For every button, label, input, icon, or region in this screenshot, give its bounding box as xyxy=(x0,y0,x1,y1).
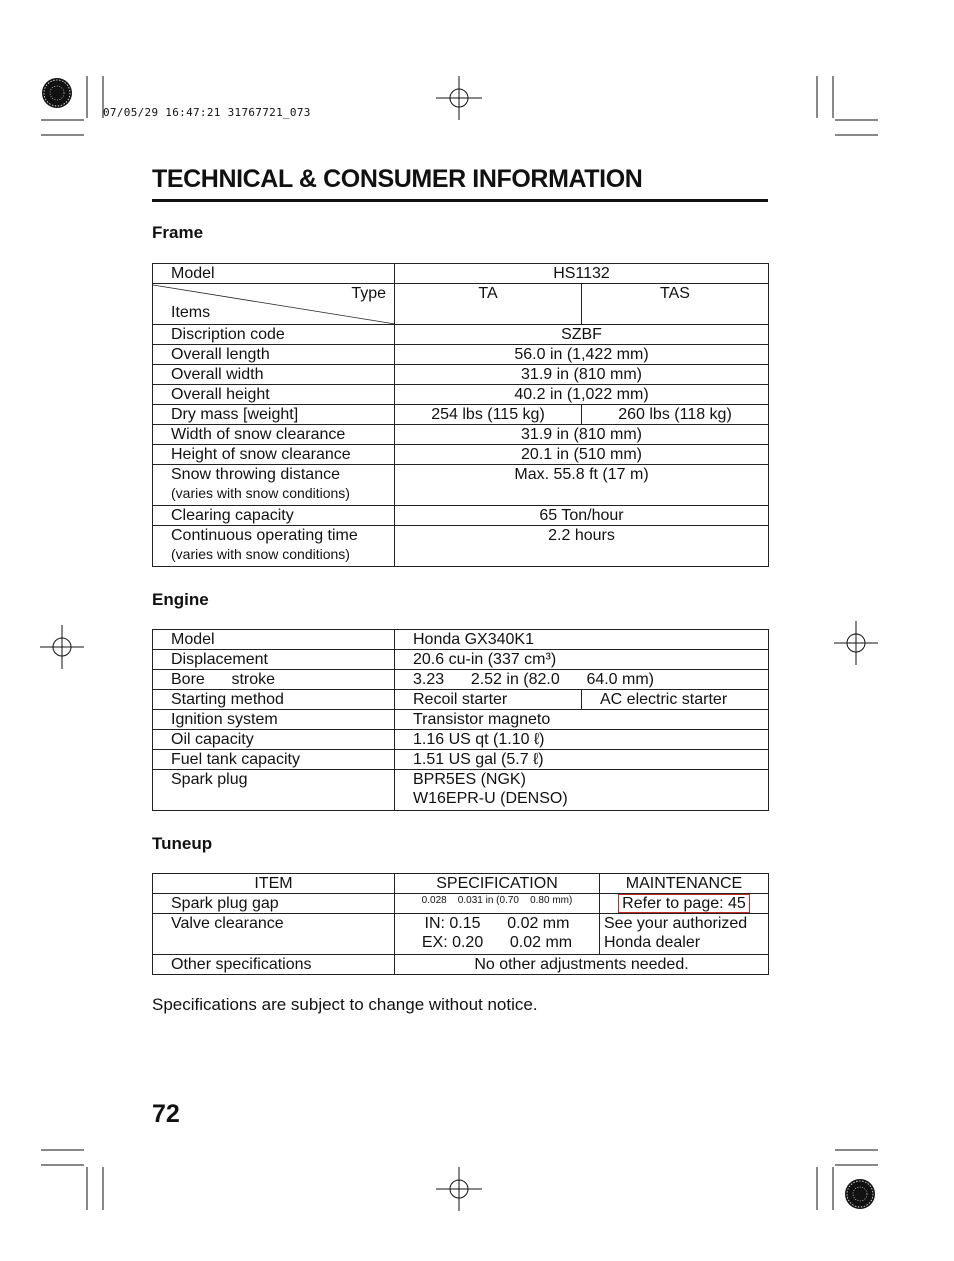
row-label: Ignition system xyxy=(153,710,395,730)
row-label: Valve clearance xyxy=(153,914,395,955)
plug-denso: W16EPR-U (DENSO) xyxy=(413,790,568,807)
row-label: Displacement xyxy=(153,650,395,670)
row-value: 56.0 in (1,422 mm) xyxy=(395,345,769,365)
row-label: Clearing capacity xyxy=(153,506,395,526)
start-ta: Recoil starter xyxy=(395,690,582,710)
table-row xyxy=(153,690,769,710)
engine-table xyxy=(152,629,769,811)
refer-page-link[interactable]: Refer to page: 45 xyxy=(618,894,750,913)
table-row xyxy=(153,425,769,445)
items-label: Items xyxy=(171,304,211,321)
row-value: 31.9 in (810 mm) xyxy=(395,425,769,445)
title-rule xyxy=(152,199,768,202)
table-row xyxy=(153,770,769,811)
tuneup-heading: Tuneup xyxy=(152,834,213,853)
frame-model-label: Model xyxy=(153,264,395,284)
row-label: Discription code xyxy=(153,325,395,345)
table-row xyxy=(153,630,769,650)
row-label: Overall width xyxy=(153,365,395,385)
row-note: (varies with snow conditions) xyxy=(171,546,350,562)
frame-heading: Frame xyxy=(152,223,204,242)
valve-maint-line1: See your authorized xyxy=(604,915,748,932)
start-tas: AC electric starter xyxy=(582,690,769,710)
engine-heading: Engine xyxy=(152,590,209,609)
throw-cell xyxy=(153,465,395,506)
table-row xyxy=(153,405,769,425)
dry-mass-tas: 260 lbs (118 kg) xyxy=(582,405,769,425)
type-items-cell xyxy=(153,284,395,325)
type-tas: TAS xyxy=(582,284,769,325)
frame-model-value: HS1132 xyxy=(395,264,769,284)
change-notice: Specifications are subject to change without notice. xyxy=(152,995,538,1014)
row-label: Snow throwing distance xyxy=(171,466,340,483)
table-row xyxy=(153,506,769,526)
row-label: Model xyxy=(153,630,395,650)
gap-maint-cell xyxy=(600,894,769,914)
row-value: 2.2 hours xyxy=(395,526,769,567)
col-header-item: ITEM xyxy=(153,874,395,894)
row-label: Spark plug gap xyxy=(153,894,395,914)
row-value: 1.16 US qt (1.10 ℓ) xyxy=(395,730,769,750)
type-label: Type xyxy=(351,285,386,302)
table-row xyxy=(153,874,769,894)
table-row xyxy=(153,670,769,690)
row-value: 1.51 US gal (5.7 ℓ) xyxy=(395,750,769,770)
table-row xyxy=(153,325,769,345)
table-row xyxy=(153,894,769,914)
valve-spec-cell xyxy=(395,914,600,955)
valve-maint-line2: Honda dealer xyxy=(604,934,701,951)
row-value: 20.1 in (510 mm) xyxy=(395,445,769,465)
col-header-maint: MAINTENANCE xyxy=(600,874,769,894)
row-value: 3.23 2.52 in (82.0 64.0 mm) xyxy=(395,670,769,690)
table-row xyxy=(153,650,769,670)
row-label: Other specifications xyxy=(153,955,395,975)
row-value: No other adjustments needed. xyxy=(395,955,769,975)
valve-maint-cell xyxy=(600,914,769,955)
page-title: TECHNICAL & CONSUMER INFORMATION xyxy=(152,165,643,193)
table-row xyxy=(153,750,769,770)
dry-mass-ta: 254 lbs (115 kg) xyxy=(395,405,582,425)
row-note: (varies with snow conditions) xyxy=(171,485,350,501)
row-value: Max. 55.8 ft (17 m) xyxy=(395,465,769,506)
table-row xyxy=(153,730,769,750)
row-value: SZBF xyxy=(395,325,769,345)
print-stamp: 07/05/29 16:47:21 31767721_073 xyxy=(103,106,311,119)
row-value: Honda GX340K1 xyxy=(395,630,769,650)
tuneup-table xyxy=(152,873,769,975)
row-label: Bore stroke xyxy=(153,670,395,690)
plug-ngk: BPR5ES (NGK) xyxy=(413,771,526,788)
frame-table xyxy=(152,263,769,567)
row-value: 40.2 in (1,022 mm) xyxy=(395,385,769,405)
row-value: Transistor magneto xyxy=(395,710,769,730)
col-header-spec: SPECIFICATION xyxy=(395,874,600,894)
table-row xyxy=(153,345,769,365)
cont-cell xyxy=(153,526,395,567)
row-value: 65 Ton/hour xyxy=(395,506,769,526)
page-number: 72 xyxy=(152,1100,180,1128)
table-row xyxy=(153,465,769,506)
row-label: Spark plug xyxy=(153,770,395,811)
row-label: Continuous operating time xyxy=(171,527,358,544)
table-row xyxy=(153,264,769,284)
row-label: Overall height xyxy=(153,385,395,405)
table-row xyxy=(153,284,769,325)
table-row xyxy=(153,526,769,567)
row-label: Width of snow clearance xyxy=(153,425,395,445)
table-row xyxy=(153,955,769,975)
row-label: Fuel tank capacity xyxy=(153,750,395,770)
plug-cell xyxy=(395,770,769,811)
row-label: Starting method xyxy=(153,690,395,710)
valve-in: IN: 0.15 0.02 mm xyxy=(424,915,570,932)
table-row xyxy=(153,710,769,730)
table-row xyxy=(153,385,769,405)
valve-ex: EX: 0.20 0.02 mm xyxy=(421,934,573,951)
row-label: Oil capacity xyxy=(153,730,395,750)
row-label: Height of snow clearance xyxy=(153,445,395,465)
table-row xyxy=(153,914,769,955)
table-row xyxy=(153,445,769,465)
row-label: Dry mass [weight] xyxy=(153,405,395,425)
type-ta: TA xyxy=(395,284,582,325)
row-value: 31.9 in (810 mm) xyxy=(395,365,769,385)
row-value: 20.6 cu-in (337 cm³) xyxy=(395,650,769,670)
row-label: Overall length xyxy=(153,345,395,365)
gap-spec: 0.028 0.031 in (0.70 0.80 mm) xyxy=(395,894,600,914)
table-row xyxy=(153,365,769,385)
